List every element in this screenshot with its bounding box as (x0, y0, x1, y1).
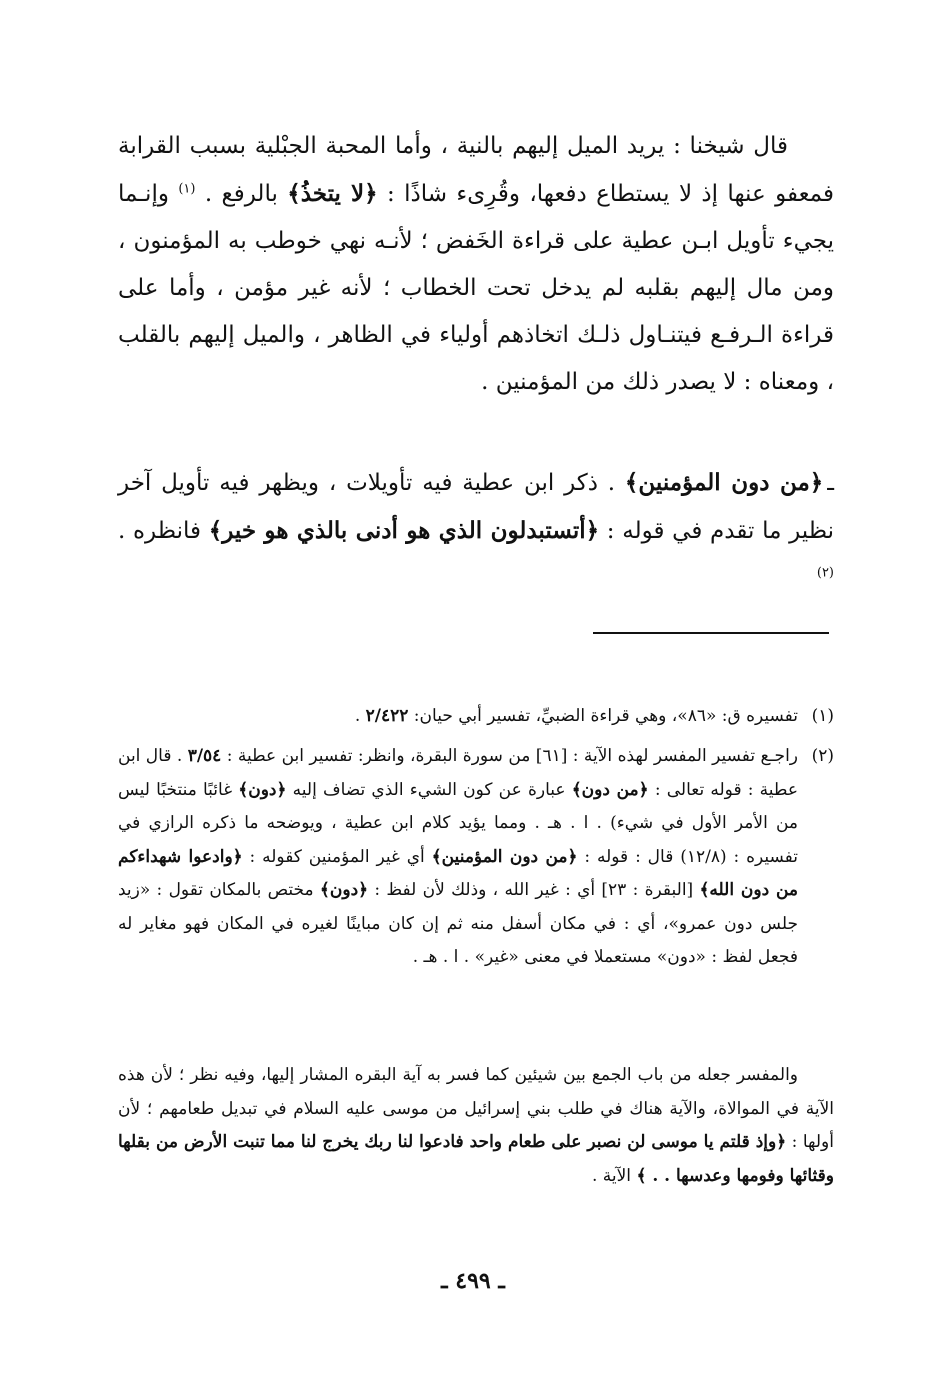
footnote-text: [البقرة : ٢٣] أي : غير الله ، وذلك لأن لفظ : (368, 880, 700, 900)
footnote-citation: ٢/٤٢٢ (365, 706, 409, 726)
quran-quote: ﴿وإذ قلتم يا موسى لن نصبر على طعام واحد فادعوا لنا ربك يخرج لنا مما تنبت الأرض من بقلها وقثائها وفومها وعدسها . . ﴾ (118, 1132, 834, 1186)
footnote-text: الآية . (591, 1165, 637, 1186)
paragraph-text: وإنـما يجيء تأويل ابـن عطية على قراءة الخَفض ؛ لأنـه نهي خوطب به المؤمنون ، ومن مال إليهم بقلبه لم يدخل تحت الخطاب ؛ لأنه غير مؤمن ، وأما على قراءة الـرفـع فيتنـاول ذلـك اتخاذهم أولياء في الظاهر ، والميل إليهم بالقلب ، ومعناه : لا يصدر ذلك من المؤمنين . (118, 181, 834, 395)
footnote-body (118, 740, 798, 975)
quran-quote: ﴿دون﴾ (319, 880, 369, 900)
footnote-number: (١) (811, 706, 834, 726)
footnote-body (118, 700, 798, 734)
footnote-text: عبارة عن كون الشيء الذي تضاف إليه (286, 779, 572, 800)
paragraph-text: قال شيخنا : يريد الميل إليهم بالنية ، وأما المحبة الجبْلية بسبب القرابة فمعفو عنها إذ لا يستطاع دفعها، وقُرِىء شاذًا : (118, 133, 834, 207)
quran-quote: ﴿وادعوا شهداءكم من دون الله﴾ (118, 846, 798, 900)
main-paragraph-1 (118, 123, 834, 406)
footnote-text: والمفسر جعله من باب الجمع بين شيئين كما فسر به آية البقره المشار إليها، وفيه نظر ؛ لأن هذه الآية في الموالاة، والآية هناك في طلب بني إسرائيل من موسى عليه السلام في تبديل طعامهم ؛ لأن أولها : (118, 1065, 834, 1152)
footnote-2 (118, 740, 834, 975)
footnote-text: . قال ابن عطية : قوله تعالى : (118, 746, 798, 800)
quran-quote: ﴿دون﴾ (238, 779, 287, 800)
footnote-text: مختص بالمكان تقول : «زيد جلس دون عمرو»، أي : في مكان أسفل منه ثم إن كان مباينًا لغيره في المكان فهو مغاير له فجعل لفظ : «دون» مستعملا في معنى «غير» . ا . هـ . (118, 880, 798, 967)
quran-quote: ﴿من دون المؤمنين﴾ (624, 469, 824, 496)
paragraph-text: بالرفع . (195, 181, 288, 207)
footnote-text: . (354, 706, 366, 726)
quran-quote: ﴿من دون المؤمنين﴾ (431, 846, 578, 867)
footnote-reference[interactable]: (٢) (816, 565, 834, 581)
quran-quote: ﴿أتستبدلون الذي هو أدنى بالذي هو خير﴾ (208, 517, 600, 544)
footnote-text: أي غير المؤمنين كقوله : (242, 846, 432, 867)
footnote-text: تفسيره ق: «٨٦»، وهي قراءة الضبيِّ، تفسير أبي حيان: (408, 706, 798, 726)
footnote-number: (٢) (811, 746, 834, 766)
footnote-commentary (118, 1059, 834, 1193)
main-paragraph-2 (118, 459, 834, 602)
footnote-text: غائبًا منتخبًا ليس من الأمر الأول في شيء) . ا . هـ . ومما يؤيد كلام ابن عطية ، ويوضحه ما ذكره الرازي في تفسيره : (١٢/٨) قال : قوله : (118, 779, 798, 867)
page-number: ـ ٤٩٩ ـ (441, 1268, 505, 1294)
dash-marker: ـ (827, 470, 835, 496)
footnote-reference[interactable]: (١) (178, 181, 196, 197)
footnote-citation: ٣/٥٤ (187, 746, 222, 766)
footnote-separator (593, 632, 829, 634)
quran-quote: ﴿لا يتخذُ﴾ (287, 180, 378, 207)
paragraph-text: . ذكر ابن عطية فيه تأويلات ، ويظهر فيه تأويل آخر نظير ما تقدم في قوله : (118, 470, 834, 544)
footnote-text: راجـع تفسير المفسر لهذه الآية : [٦١] من سورة البقرة، وانظر: تفسير ابن عطية : (221, 746, 798, 766)
quran-quote: ﴿من دون﴾ (571, 779, 649, 800)
paragraph-text: فانظره . (118, 518, 209, 544)
footnote-1 (118, 700, 834, 734)
